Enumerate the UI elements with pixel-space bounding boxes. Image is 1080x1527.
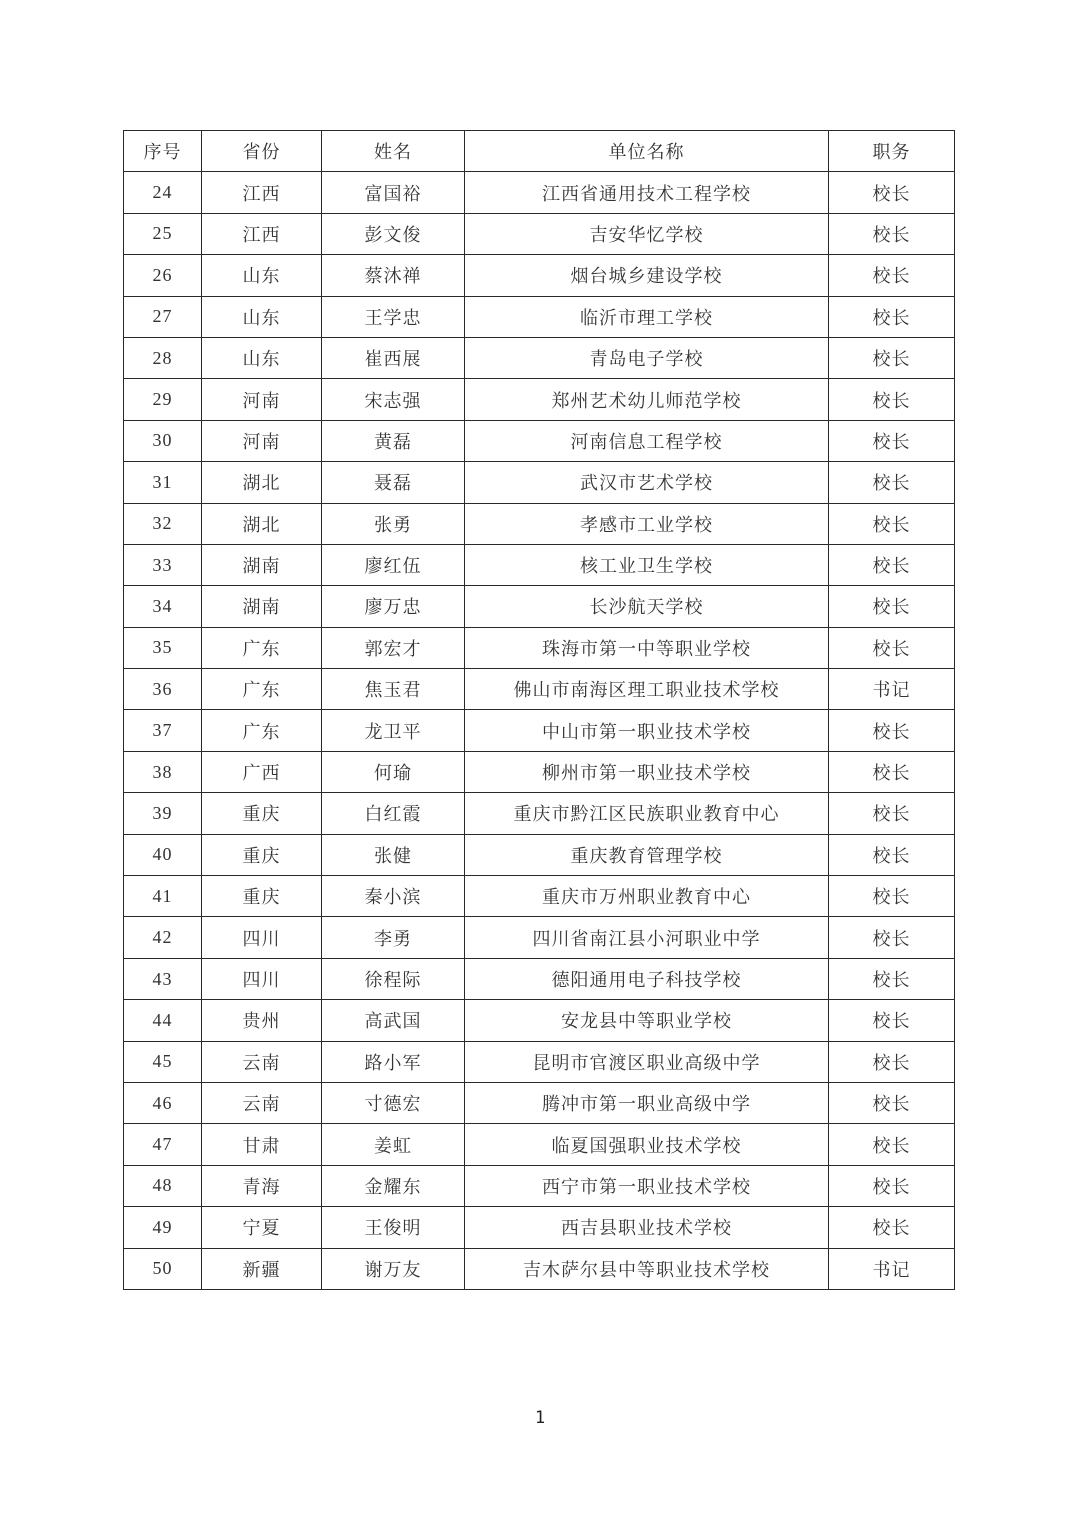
cell-name: 聂磊 (322, 462, 465, 503)
cell-position: 校长 (829, 1165, 955, 1206)
table-row (124, 710, 955, 751)
cell-name: 彭文俊 (322, 213, 465, 254)
cell-name: 王学忠 (322, 296, 465, 337)
cell-position: 校长 (829, 1000, 955, 1041)
table-row (124, 627, 955, 668)
table-row (124, 213, 955, 254)
table-row (124, 255, 955, 296)
cell-province: 云南 (202, 1082, 322, 1123)
cell-name: 郭宏才 (322, 627, 465, 668)
table-header-row (124, 131, 955, 172)
cell-name: 崔西展 (322, 337, 465, 378)
cell-name: 焦玉君 (322, 669, 465, 710)
cell-serial: 31 (124, 462, 202, 503)
cell-serial: 36 (124, 669, 202, 710)
cell-province: 湖南 (202, 586, 322, 627)
cell-province: 河南 (202, 379, 322, 420)
column-header: 姓名 (322, 131, 465, 172)
cell-name: 何瑜 (322, 751, 465, 792)
cell-province: 江西 (202, 213, 322, 254)
column-header: 职务 (829, 131, 955, 172)
cell-organization: 吉安华忆学校 (465, 213, 829, 254)
cell-organization: 青岛电子学校 (465, 337, 829, 378)
cell-province: 宁夏 (202, 1207, 322, 1248)
column-header: 序号 (124, 131, 202, 172)
table-row (124, 958, 955, 999)
cell-organization: 腾冲市第一职业高级中学 (465, 1082, 829, 1123)
cell-organization: 安龙县中等职业学校 (465, 1000, 829, 1041)
cell-position: 校长 (829, 1124, 955, 1165)
roster-table (123, 130, 955, 1290)
cell-position: 校长 (829, 213, 955, 254)
table-row (124, 379, 955, 420)
table-row (124, 669, 955, 710)
table-row (124, 503, 955, 544)
cell-name: 路小军 (322, 1041, 465, 1082)
cell-organization: 中山市第一职业技术学校 (465, 710, 829, 751)
cell-name: 张健 (322, 834, 465, 875)
table-row (124, 462, 955, 503)
table-row (124, 420, 955, 461)
table-row (124, 1000, 955, 1041)
column-header: 单位名称 (465, 131, 829, 172)
cell-organization: 昆明市官渡区职业高级中学 (465, 1041, 829, 1082)
cell-name: 廖万忠 (322, 586, 465, 627)
cell-position: 校长 (829, 1207, 955, 1248)
table-row (124, 296, 955, 337)
table-row (124, 544, 955, 585)
table-row (124, 834, 955, 875)
cell-organization: 西宁市第一职业技术学校 (465, 1165, 829, 1206)
cell-serial: 30 (124, 420, 202, 461)
cell-serial: 24 (124, 172, 202, 213)
cell-serial: 44 (124, 1000, 202, 1041)
table-row (124, 917, 955, 958)
cell-serial: 50 (124, 1248, 202, 1289)
cell-position: 校长 (829, 1041, 955, 1082)
table-row (124, 172, 955, 213)
cell-position: 校长 (829, 337, 955, 378)
cell-position: 校长 (829, 586, 955, 627)
cell-organization: 重庆市黔江区民族职业教育中心 (465, 793, 829, 834)
cell-province: 湖北 (202, 503, 322, 544)
cell-position: 书记 (829, 669, 955, 710)
cell-position: 校长 (829, 751, 955, 792)
cell-position: 校长 (829, 834, 955, 875)
table-row (124, 1248, 955, 1289)
cell-organization: 重庆教育管理学校 (465, 834, 829, 875)
cell-position: 校长 (829, 172, 955, 213)
cell-province: 河南 (202, 420, 322, 461)
cell-serial: 28 (124, 337, 202, 378)
cell-name: 王俊明 (322, 1207, 465, 1248)
cell-position: 书记 (829, 1248, 955, 1289)
cell-province: 广西 (202, 751, 322, 792)
cell-name: 宋志强 (322, 379, 465, 420)
cell-province: 重庆 (202, 793, 322, 834)
table-row (124, 1041, 955, 1082)
cell-organization: 河南信息工程学校 (465, 420, 829, 461)
cell-serial: 35 (124, 627, 202, 668)
page-number: 1 (534, 1408, 546, 1428)
cell-serial: 49 (124, 1207, 202, 1248)
cell-organization: 佛山市南海区理工职业技术学校 (465, 669, 829, 710)
cell-serial: 48 (124, 1165, 202, 1206)
cell-position: 校长 (829, 462, 955, 503)
cell-serial: 43 (124, 958, 202, 999)
cell-name: 秦小滨 (322, 876, 465, 917)
cell-serial: 25 (124, 213, 202, 254)
cell-position: 校长 (829, 379, 955, 420)
cell-name: 李勇 (322, 917, 465, 958)
cell-serial: 38 (124, 751, 202, 792)
cell-serial: 39 (124, 793, 202, 834)
cell-name: 张勇 (322, 503, 465, 544)
cell-province: 重庆 (202, 876, 322, 917)
cell-province: 广东 (202, 669, 322, 710)
cell-province: 山东 (202, 296, 322, 337)
table-body (124, 172, 955, 1290)
cell-position: 校长 (829, 255, 955, 296)
cell-organization: 武汉市艺术学校 (465, 462, 829, 503)
cell-province: 湖北 (202, 462, 322, 503)
cell-serial: 32 (124, 503, 202, 544)
table-row (124, 586, 955, 627)
cell-name: 龙卫平 (322, 710, 465, 751)
cell-province: 江西 (202, 172, 322, 213)
cell-position: 校长 (829, 503, 955, 544)
cell-province: 甘肃 (202, 1124, 322, 1165)
cell-name: 黄磊 (322, 420, 465, 461)
cell-province: 贵州 (202, 1000, 322, 1041)
cell-position: 校长 (829, 793, 955, 834)
cell-name: 徐程际 (322, 958, 465, 999)
cell-province: 四川 (202, 958, 322, 999)
cell-position: 校长 (829, 296, 955, 337)
cell-organization: 四川省南江县小河职业中学 (465, 917, 829, 958)
cell-position: 校长 (829, 958, 955, 999)
cell-province: 山东 (202, 337, 322, 378)
cell-serial: 34 (124, 586, 202, 627)
cell-organization: 临夏国强职业技术学校 (465, 1124, 829, 1165)
cell-name: 姜虹 (322, 1124, 465, 1165)
cell-name: 富国裕 (322, 172, 465, 213)
cell-organization: 德阳通用电子科技学校 (465, 958, 829, 999)
cell-serial: 46 (124, 1082, 202, 1123)
table-row (124, 1124, 955, 1165)
cell-serial: 37 (124, 710, 202, 751)
cell-position: 校长 (829, 544, 955, 585)
cell-province: 湖南 (202, 544, 322, 585)
cell-province: 新疆 (202, 1248, 322, 1289)
table-row (124, 793, 955, 834)
cell-organization: 重庆市万州职业教育中心 (465, 876, 829, 917)
cell-province: 云南 (202, 1041, 322, 1082)
table-row (124, 1082, 955, 1123)
cell-position: 校长 (829, 420, 955, 461)
cell-position: 校长 (829, 917, 955, 958)
cell-name: 高武国 (322, 1000, 465, 1041)
cell-position: 校长 (829, 876, 955, 917)
cell-name: 廖红伍 (322, 544, 465, 585)
cell-organization: 江西省通用技术工程学校 (465, 172, 829, 213)
table-row (124, 1165, 955, 1206)
cell-serial: 41 (124, 876, 202, 917)
table-row (124, 751, 955, 792)
cell-province: 广东 (202, 710, 322, 751)
cell-organization: 长沙航天学校 (465, 586, 829, 627)
cell-name: 蔡沐禅 (322, 255, 465, 296)
cell-organization: 吉木萨尔县中等职业技术学校 (465, 1248, 829, 1289)
cell-serial: 42 (124, 917, 202, 958)
table-row (124, 337, 955, 378)
cell-province: 四川 (202, 917, 322, 958)
cell-serial: 40 (124, 834, 202, 875)
cell-organization: 核工业卫生学校 (465, 544, 829, 585)
cell-organization: 西吉县职业技术学校 (465, 1207, 829, 1248)
cell-organization: 烟台城乡建设学校 (465, 255, 829, 296)
cell-serial: 29 (124, 379, 202, 420)
cell-serial: 33 (124, 544, 202, 585)
cell-position: 校长 (829, 710, 955, 751)
cell-serial: 47 (124, 1124, 202, 1165)
cell-name: 金耀东 (322, 1165, 465, 1206)
cell-serial: 26 (124, 255, 202, 296)
cell-province: 山东 (202, 255, 322, 296)
cell-organization: 柳州市第一职业技术学校 (465, 751, 829, 792)
cell-organization: 临沂市理工学校 (465, 296, 829, 337)
cell-name: 白红霞 (322, 793, 465, 834)
cell-name: 谢万友 (322, 1248, 465, 1289)
cell-organization: 珠海市第一中等职业学校 (465, 627, 829, 668)
column-header: 省份 (202, 131, 322, 172)
cell-province: 广东 (202, 627, 322, 668)
cell-name: 寸德宏 (322, 1082, 465, 1123)
cell-serial: 27 (124, 296, 202, 337)
cell-province: 青海 (202, 1165, 322, 1206)
cell-position: 校长 (829, 1082, 955, 1123)
table-row (124, 1207, 955, 1248)
table-row (124, 876, 955, 917)
cell-organization: 郑州艺术幼儿师范学校 (465, 379, 829, 420)
cell-position: 校长 (829, 627, 955, 668)
cell-serial: 45 (124, 1041, 202, 1082)
cell-organization: 孝感市工业学校 (465, 503, 829, 544)
cell-province: 重庆 (202, 834, 322, 875)
